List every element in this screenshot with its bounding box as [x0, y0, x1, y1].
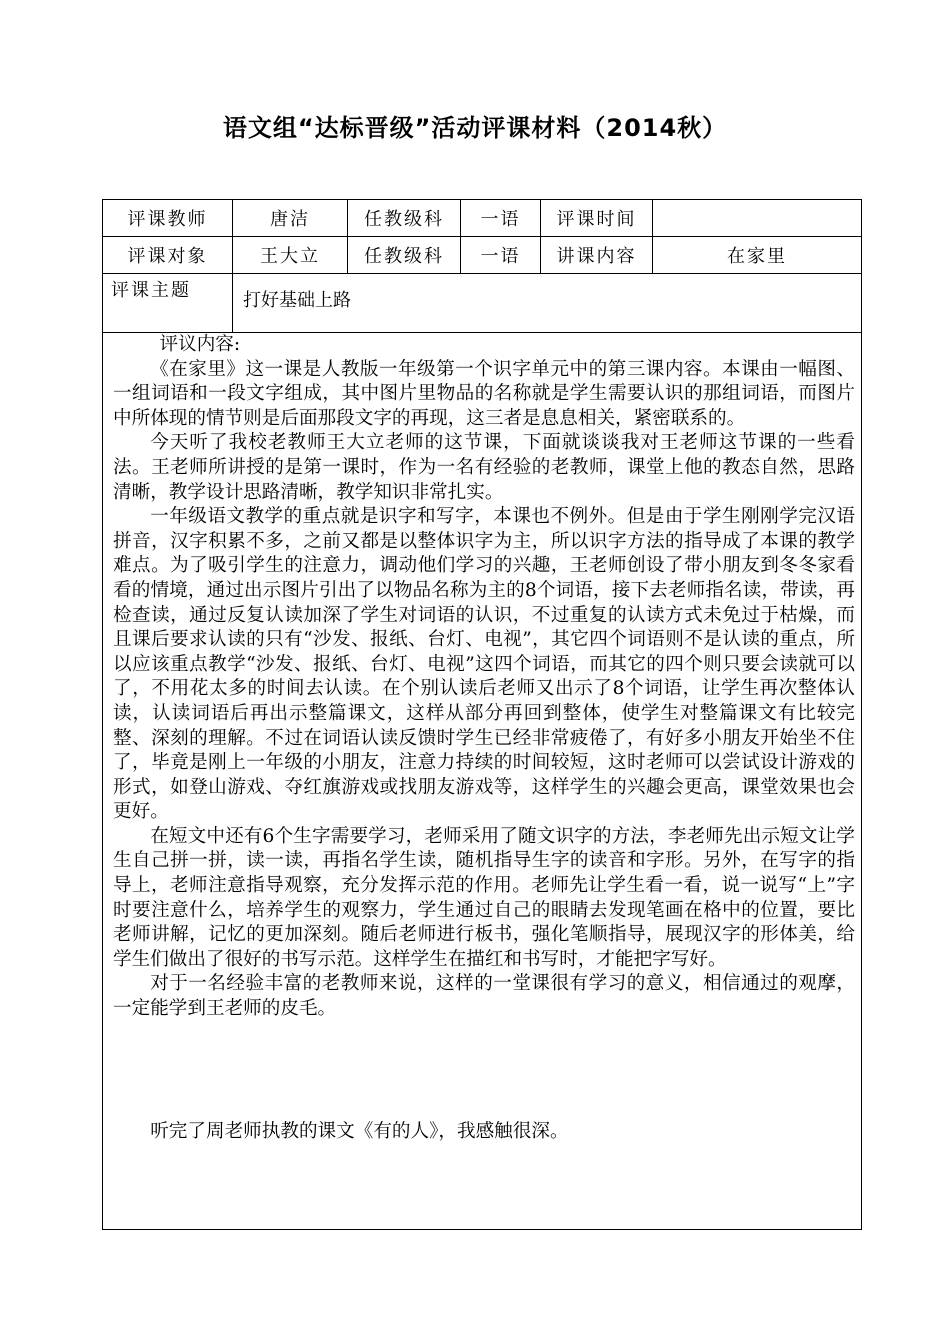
evaluation-table	[102, 199, 862, 1230]
topic-value: 打好基础上路	[233, 274, 862, 333]
content-paragraph: 今天听了我校老教师王大立老师的这节课，下面就谈谈我对王老师这节课的一些看法。王老师所讲授的是第一课时，作为一名有经验的老教师，课堂上他的教态自然，思路清晰，教学设计思路清晰，教学知识非常扎实。	[113, 432, 855, 503]
closing-line: 听完了周老师执教的课文《有的人》，我感触很深。	[150, 1120, 569, 1142]
evaluator-value: 唐洁	[233, 200, 348, 237]
subject-label: 任教级科	[348, 200, 461, 237]
content-heading: 评议内容:	[159, 334, 241, 355]
table-row	[103, 274, 862, 333]
content-paragraph: 一年级语文教学的重点就是识字和写字，本课也不例外。但是由于学生刚刚学完汉语拼音，汉字积累不多，之前又都是以整体识字为主，所以识字方法的指导成了本课的教学难点。为了吸引学生的注意力，调动他们学习的兴趣，王老师创设了带小朋友到冬冬家看看的情境，通过出示图片引出了以物品名称为主的8个词语，接下去老师指名读，带读，再检查读，通过反复认读加深了学生对词语的认识，不过重复的认读方式未免过于枯燥，而且课后要求认读的只有“沙发、报纸、台灯、电视”，其它四个词语则不是认读的重点，所以应该重点教学“沙发、报纸、台灯、电视”这四个词语，而其它的四个则只要会读就可以了，不用花太多的时间去认读。在个别认读后老师又出示了8个词语，让学生再次整体认读，认读词语后再出示整篇课文，这样从部分再回到整体，使学生对整篇课文有比较完整、深刻的理解。不过在词语认读反馈时学生已经非常疲倦了，有好多小朋友开始坐不住了，毕竟是刚上一年级的小朋友，注意力持续的时间较短，这时老师可以尝试设计游戏的形式，如登山游戏、夺红旗游戏或找朋友游戏等，这样学生的兴趣会更高，课堂效果也会更好。	[113, 506, 855, 823]
evaluatee-value: 王大立	[233, 237, 348, 274]
blank-space	[113, 1022, 855, 1120]
subject-label: 任教级科	[348, 237, 461, 274]
eval-time-value	[653, 200, 862, 237]
lesson-content-label: 讲课内容	[541, 237, 653, 274]
evaluator-label: 评课教师	[103, 200, 233, 237]
subject-value: 一语	[461, 237, 541, 274]
topic-label: 评课主题	[103, 274, 233, 333]
content-paragraph: 在短文中还有6个生字需要学习，老师采用了随文识字的方法，李老师先出示短文让学生自己拼一拼，读一读，再指名学生读，随机指导生字的读音和字形。另外，在写字的指导上，老师注意指导观察，充分发挥示范的作用。老师先让学生看一看，说一说写“上”字时要注意什么，培养学生的观察力，学生通过自己的眼睛去发现笔画在格中的位置，要比老师讲解，记忆的更加深刻。随后老师进行板书，强化笔顺指导，展现汉字的形体美，给学生们做出了很好的书写示范。这样学生在描红和书写时，才能把字写好。	[113, 825, 855, 970]
review-content-cell	[103, 333, 862, 1230]
eval-time-label: 评课时间	[541, 200, 653, 237]
page-title: 语文组“达标晋级”活动评课材料（2014秋）	[222, 114, 728, 142]
table-row	[103, 200, 862, 237]
table-row	[103, 333, 862, 1230]
content-paragraph: 《在家里》这一课是人教版一年级第一个识字单元中的第三课内容。本课由一幅图、一组词语和一段文字组成，其中图片里物品的名称就是学生需要认识的那组词语，而图片中所体现的情节则是后面那段文字的再现，这三者是息息相关，紧密联系的。	[113, 358, 855, 429]
subject-value: 一语	[461, 200, 541, 237]
lesson-content-value: 在家里	[653, 237, 862, 274]
table-row	[103, 237, 862, 274]
evaluatee-label: 评课对象	[103, 237, 233, 274]
content-paragraph: 对于一名经验丰富的老教师来说，这样的一堂课很有学习的意义，相信通过的观摩，一定能学到王老师的皮毛。	[113, 973, 855, 1020]
